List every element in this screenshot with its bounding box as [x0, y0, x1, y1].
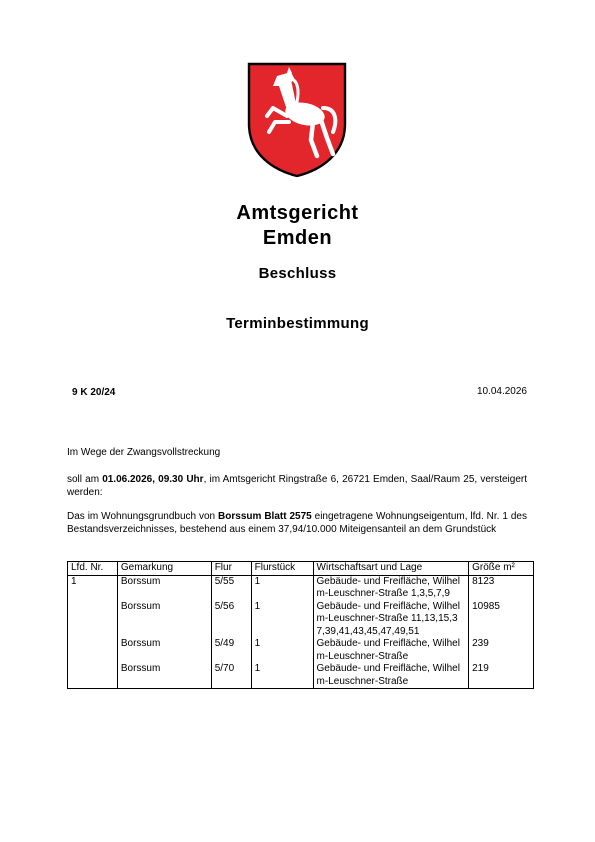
table-row — [68, 663, 534, 689]
column-header-flurstueck: Flurstück — [251, 562, 313, 576]
cell-flur: 5/56 — [211, 601, 251, 639]
cell-lage: Gebäude- und Freifläche, Wilhelm-Leuschner-Straße 11,13,15,37,39,41,43,45,47,49,51 — [313, 601, 469, 639]
cell-lage: Gebäude- und Freifläche, Wilhelm-Leuschner-Straße — [313, 638, 469, 663]
cell-groesse: 239 — [469, 638, 534, 663]
cell-flurstueck: 1 — [251, 638, 313, 663]
cell-gemarkung: Borssum — [117, 575, 211, 601]
cell-groesse: 8123 — [469, 575, 534, 601]
cell-lfd — [68, 663, 118, 689]
cell-lage: Gebäude- und Freifläche, Wilhelm-Leuschner-Straße — [313, 663, 469, 689]
column-header-flur: Flur — [211, 562, 251, 576]
column-header-lfd: Lfd. Nr. — [68, 562, 118, 576]
cell-gemarkung: Borssum — [117, 638, 211, 663]
property-register: Borssum Blatt 2575 — [218, 511, 312, 522]
table-row — [68, 575, 534, 601]
property-suffix: eingetragene Wohnungseigentum, lfd. Nr. 1 des Bestandsverzeichnisses, bestehend aus einem 37,94/10.000 Miteigensanteil an dem Grundstück — [67, 511, 527, 535]
column-header-lage: Wirtschaftsart und Lage — [313, 562, 469, 576]
property-paragraph — [67, 511, 527, 536]
cell-flurstueck: 1 — [251, 601, 313, 639]
document-type: Beschluss — [258, 265, 337, 282]
cell-groesse: 219 — [469, 663, 534, 689]
table-row — [68, 601, 534, 639]
cell-lfd — [68, 638, 118, 663]
case-number: 9 K 20/24 — [72, 387, 116, 398]
court-name: Amtsgericht — [236, 202, 359, 224]
cell-groesse: 10985 — [469, 601, 534, 639]
document-subtitle: Terminbestimmung — [226, 315, 369, 332]
cell-gemarkung: Borssum — [117, 601, 211, 639]
table-header-row — [68, 562, 534, 576]
auction-datetime: 01.06.2026, 09.30 Uhr — [102, 474, 204, 485]
cell-flur: 5/55 — [211, 575, 251, 601]
cell-flurstueck: 1 — [251, 575, 313, 601]
document-date: 10.04.2026 — [476, 386, 527, 397]
cell-gemarkung: Borssum — [117, 663, 211, 689]
cell-flurstueck: 1 — [251, 663, 313, 689]
cell-lfd: 1 — [68, 575, 118, 601]
column-header-gemarkung: Gemarkung — [117, 562, 211, 576]
intro-paragraph: Im Wege der Zwangsvollstreckung — [67, 447, 221, 458]
cell-flur: 5/49 — [211, 638, 251, 663]
table-row — [68, 638, 534, 663]
cell-flur: 5/70 — [211, 663, 251, 689]
auction-prefix: soll am — [67, 474, 103, 485]
column-header-groesse: Größe m² — [469, 562, 534, 576]
court-location: Emden — [262, 227, 333, 249]
property-table — [67, 561, 534, 689]
property-prefix: Das im Wohnungsgrundbuch von — [67, 511, 219, 522]
auction-paragraph — [67, 474, 527, 499]
cell-lage: Gebäude- und Freifläche, Wilhelm-Leuschner-Straße 1,3,5,7,9 — [313, 575, 469, 601]
auction-suffix: , im Amtsgericht Ringstraße 6, 26721 Emden, Saal/Raum 25, versteigert werden: — [67, 474, 527, 498]
cell-lfd — [68, 601, 118, 639]
lower-saxony-horse-crest-icon — [247, 62, 347, 178]
